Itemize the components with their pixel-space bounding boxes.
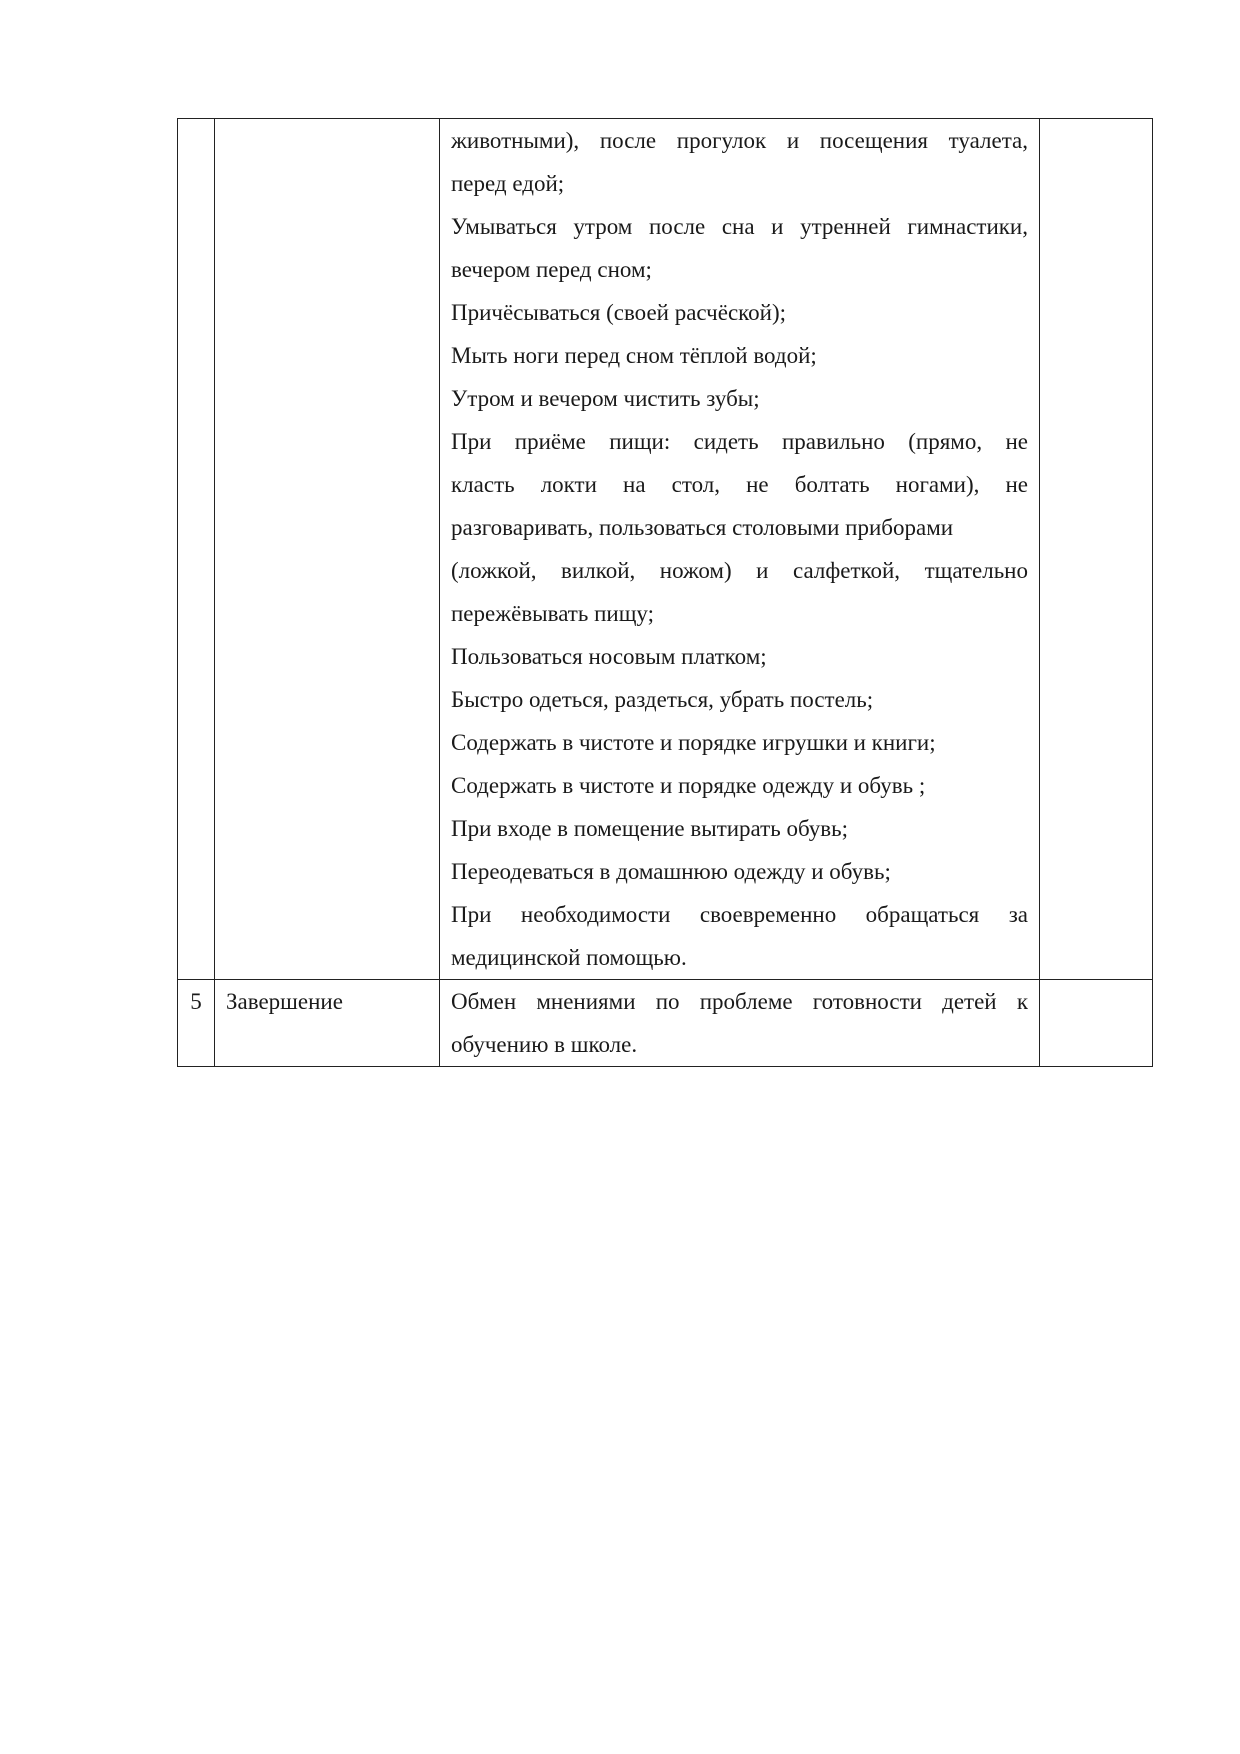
content-line: (ложкой, вилкой, ножом) и салфеткой, тщательно bbox=[451, 558, 1028, 583]
note-cell bbox=[1040, 980, 1153, 1067]
content-line: Пользоваться носовым платком; bbox=[451, 644, 767, 669]
stage-content-cell bbox=[440, 119, 1040, 980]
content-line: медицинской помощью. bbox=[451, 945, 687, 970]
content-line: При приёме пищи: сидеть правильно (прямо, не bbox=[451, 429, 1028, 454]
content-line: Быстро одеться, раздеться, убрать постель; bbox=[451, 687, 874, 712]
content-line: Содержать в чистоте и порядке одежду и обувь ; bbox=[451, 773, 926, 798]
table-row bbox=[178, 119, 1153, 980]
plan-table bbox=[177, 118, 1153, 1067]
note-cell bbox=[1040, 119, 1153, 980]
content-line: класть локти на стол, не болтать ногами), не bbox=[451, 472, 1028, 497]
content-line: вечером перед сном; bbox=[451, 257, 652, 282]
content-line: Переодеваться в домашнюю одежду и обувь; bbox=[451, 859, 891, 884]
content-line: Мыть ноги перед сном тёплой водой; bbox=[451, 343, 817, 368]
content-line: Причёсываться (своей расчёской); bbox=[451, 300, 787, 325]
row-number-cell: 5 bbox=[178, 980, 215, 1067]
content-line: обучению в школе. bbox=[451, 1032, 638, 1057]
content-line: животными), после прогулок и посещения туалета, bbox=[451, 128, 1028, 153]
content-line: пережёвывать пищу; bbox=[451, 601, 655, 626]
stage-content-cell bbox=[440, 980, 1040, 1067]
content-line: Обмен мнениями по проблеме готовности детей к bbox=[451, 989, 1028, 1014]
row-number-cell bbox=[178, 119, 215, 980]
content-line: Умываться утром после сна и утренней гимнастики, bbox=[451, 214, 1028, 239]
content-line: перед едой; bbox=[451, 171, 565, 196]
content-line: Содержать в чистоте и порядке игрушки и книги; bbox=[451, 730, 936, 755]
content-line: При входе в помещение вытирать обувь; bbox=[451, 816, 849, 841]
stage-name-cell: Завершение bbox=[215, 980, 440, 1067]
table-row bbox=[178, 980, 1153, 1067]
content-line: При необходимости своевременно обращаться за bbox=[451, 902, 1028, 927]
stage-name-cell bbox=[215, 119, 440, 980]
content-line: разговаривать, пользоваться столовыми приборами bbox=[451, 515, 954, 540]
content-line: Утром и вечером чистить зубы; bbox=[451, 386, 760, 411]
